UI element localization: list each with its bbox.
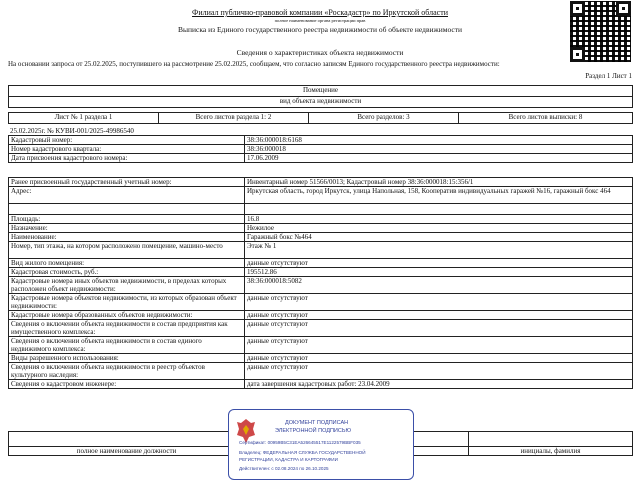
table-row [9,145,633,154]
row-value: данные отсутствуют [245,354,633,363]
row-value: данные отсутствуют [245,311,633,320]
table-row [9,215,633,224]
row-label: Ранее присвоенный государственный учетный номер: [9,178,245,187]
name-caption: инициалы, фамилия [469,447,633,456]
extract-title: Выписка из Единого государственного реестра недвижимости об объекте недвижимости [177,25,463,34]
position-caption: полное наименование должности [9,447,245,456]
row-value: 16.8 [245,215,633,224]
table-row [9,187,633,204]
row-label: Площадь: [9,215,245,224]
row-label: Номер кадастрового квартала: [9,145,245,154]
object-type: Помещение [9,86,633,97]
row-value: Гаражный бокс №464 [245,233,633,242]
row-label: Кадастровый номер: [9,136,245,145]
row-label: Сведения о включении объекта недвижимости в состав единого недвижимого комплекса: [9,337,245,354]
agency-name: Филиал публично-правовой компании «Роскадастр» по Иркутской области [192,8,448,17]
section-sheet: Раздел 1 Лист 1 [585,72,632,80]
qr-code-icon [570,1,631,62]
row-label: Дата присвоения кадастрового номера: [9,154,245,163]
stamp-owner: Владелец: ФЕДЕРАЛЬНАЯ СЛУЖБА ГОСУДАРСТВЕННОЙ [239,450,366,455]
row-value: данные отсутствуют [245,294,633,311]
row-label: Кадастровые номера объектов недвижимости, из которых образован объект недвижимости: [9,294,245,311]
row-value: данные отсутствуют [245,320,633,337]
stamp-owner-2: РЕГИСТРАЦИИ, КАДАСТРА И КАРТОГРАФИИ [239,457,338,462]
subtitle: Сведения о характеристиках объекта недвижимости [236,48,404,57]
sheet-number: Лист № 1 раздела 1 [9,113,159,124]
table-row [9,277,633,294]
row-label: Сведения о включении объекта недвижимости в реестр объектов культурного наследия: [9,363,245,380]
stamp-certificate: Сертификат: 00959B5C31EA526645517E1122579BBF035 [239,440,361,445]
table-row [9,178,633,187]
table-row [9,242,633,259]
row-label: Кадастровые номера иных объектов недвижимости, в пределах которых расположен объект недвижимости: [9,277,245,294]
row-label: Вид жилого помещения: [9,259,245,268]
row-value: Инвентарный номер 51566/0013; Кадастровый номер 38:36:000018:15:356/1 [245,178,633,187]
row-label: Кадастровая стоимость, руб.: [9,268,245,277]
sections-total: Всего разделов: 3 [309,113,459,124]
row-label: Сведения о кадастровом инженере: [9,380,245,389]
characteristics-table [8,135,633,389]
row-value: данные отсутствуют [245,259,633,268]
row-label: Адрес: [9,187,245,204]
stamp-validity: Действителен: с 02.08.2024 по 26.10.2025 [239,466,329,471]
table-row [9,233,633,242]
row-value: Этаж № 1 [245,242,633,259]
table-row [9,354,633,363]
row-label: Кадастровые номера образованных объектов недвижимости: [9,311,245,320]
table-row [9,380,633,389]
stamp-title-2: ЭЛЕКТРОННОЙ ПОДПИСЬЮ [275,428,352,434]
row-label: Номер, тип этажа, на котором расположено помещение, машино-место [9,242,245,259]
table-row [9,154,633,163]
row-value: данные отсутствуют [245,363,633,380]
table-row [9,337,633,354]
row-value: 38:36:000018:5082 [245,277,633,294]
row-label: Назначение: [9,224,245,233]
table-row [9,320,633,337]
row-label: Наименование: [9,233,245,242]
object-type-caption: вид объекта недвижимости [9,97,633,108]
agency-caption: полное наименование органа регистрации прав [274,18,366,23]
row-label: Виды разрешенного использования: [9,354,245,363]
table-row [9,363,633,380]
table-row [9,136,633,145]
row-value: дата завершения кадастровых работ: 23.04.2009 [245,380,633,389]
row-label: Сведения о включении объекта недвижимости в состав предприятия как имущественного комплекса: [9,320,245,337]
stamp-title-1: ДОКУМЕНТ ПОДПИСАН [285,420,349,426]
e-signature-stamp [228,409,414,480]
row-value: Иркутская область, город Иркутск, улица Напольная, 158, Кооператив индивидуальных гаражей №16, гаражный бокс 464 [245,187,633,204]
row-value: данные отсутствуют [245,337,633,354]
table-row [9,259,633,268]
table-row [9,311,633,320]
table-row [9,224,633,233]
row-value: 38:36:000018:6168 [245,136,633,145]
table-row [9,294,633,311]
row-value: 17.06.2009 [245,154,633,163]
row-value: 38:36:000018 [245,145,633,154]
row-value: 195512.86 [245,268,633,277]
doc-number: 25.02.2025г. № КУВИ-001/2025-49986540 [10,127,134,135]
sheets-in-section: Всего листов раздела 1: 2 [159,113,309,124]
row-value: Нежилое [245,224,633,233]
request-line: На основании запроса от 25.02.2025, поступившего на рассмотрение 25.02.2025, сообщаем, что согласно записям Единого государственного реестра недвижимости: [8,60,500,68]
object-type-table [8,85,633,124]
sheets-total: Всего листов выписки: 8 [459,113,633,124]
table-row [9,268,633,277]
